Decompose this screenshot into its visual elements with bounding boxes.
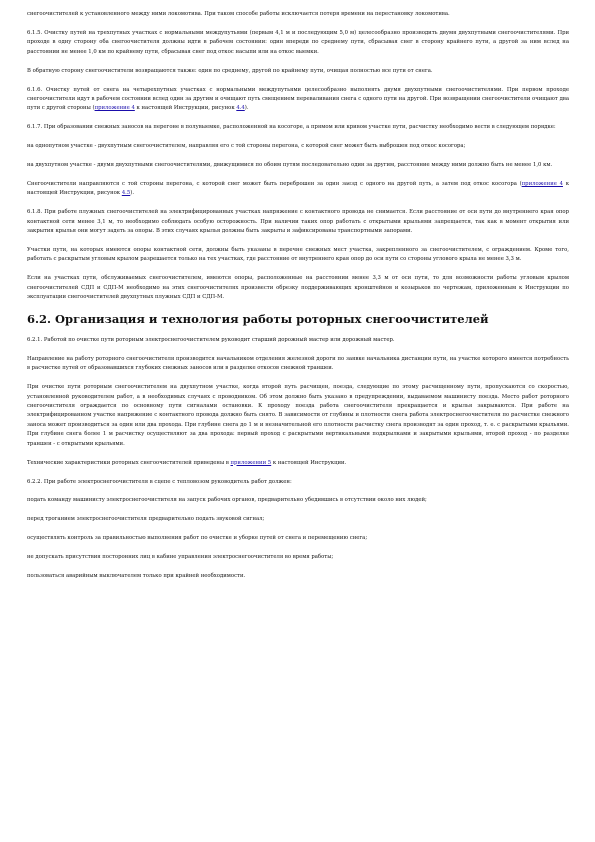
appendix-5-link[interactable]: приложении 5 xyxy=(230,459,272,466)
list-item: перед троганием электроснегоочистителя предварительно подать звуковой сигнал; xyxy=(27,516,265,523)
appendix-4-link[interactable]: приложение 4 xyxy=(521,180,563,187)
text: Технические характеристики роторных снегоочистителей приведены в xyxy=(27,459,231,466)
paragraph: на однопутном участке - двухпутным снегоочистителем, направляя его с той стороны перегона, с которой снег может быть выброшен под откос косогора; xyxy=(27,143,466,150)
paragraph: В обратную сторону снегоочистители возвращаются также: один по среднему, другой по крайнему пути, очищая полностью все пути от снега. xyxy=(27,67,433,74)
list-item: не допускать присутствия посторонних лиц в кабине управления электроснегоочистителя во время работы; xyxy=(27,554,334,561)
section-heading: 6.2. Организация и технология работы роторных снегоочистителей xyxy=(27,312,489,327)
text: ). xyxy=(244,105,249,112)
paragraph: Направление на работу роторного снегоочистителя производится начальником отделения железной дороги по заявке начальника дистанции пути, на участке которого имеется потребность в расчистке путей от образовавшихся глубоких снежных заносов или в разделке откосов снежной траншеи. xyxy=(27,355,569,372)
document-page xyxy=(27,10,569,591)
text: ). xyxy=(130,190,135,197)
text: к настоящей Инструкции. xyxy=(271,459,347,466)
paragraph xyxy=(27,459,569,468)
figure-4-5-link[interactable]: 4.5 xyxy=(121,190,131,197)
list-item: пользоваться аварийным выключателем только при крайней необходимости. xyxy=(27,573,246,580)
paragraph-6-2-1: 6.2.1. Работой по очистке пути роторным электроснегоочистителем руководит старший дорожный мастер или дорожный мастер. xyxy=(27,337,395,344)
paragraph-6-1-6 xyxy=(27,86,569,114)
paragraph: Если на участках пути, обслуживаемых снегоочистителем, имеются опоры, расположенные на расстоянии менее 3,3 м от оси пути, то для возможности работы угловым крылом снегоочистителей СДП и СДП-М необходимо на этих снегоочистителях произвести обрезку поддерживающих кронштейнов и козырьков по чертежам, приложенным к Инструкции по эксплуатации снегоочистителей двухпутных плужных СДП и СДП-М. xyxy=(27,275,569,301)
list-item: подать команду машинисту электроснегоочистителя на запуск рабочих органов, предварительно убедившись в отсутствии около них людей; xyxy=(27,497,427,504)
text: Снегоочистители направляются с той стороны перегона, с которой снег может быть переброшен за один заезд с одного на другой путь, а затем под откос косогора ( xyxy=(27,180,522,187)
paragraph-6-1-8: 6.1.8. При работе плужных снегоочистителей на электрифицированных участках напряжение с контактного провода не снимается. Если расстояние от оси пути до внутреннего края опор контактной сети менее 3,1 м, то необходимо соблюдать особую осторожность. При наличии таких опор работать с открытыми крыльями запрещается, так как в момент открытия или закрытия крылья они могут задеть за опоры. В этих случаях крылья должны быть закрыты и зафиксированы транспортными запорами. xyxy=(27,209,569,235)
paragraph: При очистке пути роторным снегоочистителем на двухпутном участке, когда второй путь расчищен, поезда, следующие по этому расчищенному пути, пропускаются со скоростью, установленной руководителем работ, а в необходимых случаях с проводником. Об этом должно быть указано в предупреждении, выдаваемом машинисту поезда. Место работ роторного снегоочистителя ограждается по основному пути сигналами остановки. К проходу поезда работа снегоочистителя прекращается и крылья закрываются. При работе на электрифицированном участке напряжение с контактного провода должно быть снято. В зависимости от глубины и плотности снега работа электроснегоочистителя по расчистке снежного заноса может производиться за один или два прохода. При глубине снега до 1 м и незначительной его плотности расчистку снега производят за один проход, т. е. с раскрытыми крыльями. При глубине снега более 1 м расчистку осуществляют за два прохода: первый проход с раскрытыми вертикальными подкрылками и закрытыми крыльями, второй проход - по разделке траншеи - с открытыми крыльями. xyxy=(27,384,569,447)
paragraph: Участки пути, на которых имеются опоры контактной сети, должны быть указаны в перечне снежных мест участка, закрепленного за снегоочистителем, с ограждением. Кроме того, работать с раскрытым угловым крылом разрешается только на тех участках, где расстояние от внутреннего края опор до оси пути со стороны углового крыла не менее 3,3 м. xyxy=(27,247,569,263)
text: к настоящей Инструкции, рисунок xyxy=(27,180,570,197)
figure-4-4-link[interactable]: 4.4 xyxy=(236,105,245,112)
list-item: осуществлять контроль за правильностью выполнения работ по очистке и уборке путей от снега и перемещению снега; xyxy=(27,535,368,542)
paragraph-6-1-7: 6.1.7. При образовании снежных заносов на перегоне в полувыемке, расположенной на косогоре, а прямом или кривом участке пути, расчистку необходимо вести в следующем порядке: xyxy=(27,124,556,131)
paragraph: снегоочистителей к установленного между ними локомотива. При таком способе работы исключается потеря времени на перестановку локомотива. xyxy=(27,11,450,17)
text: к настоящей Инструкции, рисунок xyxy=(134,105,237,112)
text: 6.1.6. Очистку путей от снега на четырехпутных участках с нормальными междупутьями целесообразно выполнять двумя двухпутными снегоочистителями. При первом проходе снегоочистители идут в рабочем состоянии вслед один за другим и очищают путь смещением переваливания снега с одного пути на другой. При возвращении снегоочистители очищают два пути с другой стороны ( xyxy=(27,86,569,112)
paragraph-6-2-2: 6.2.2. При работе электроснегоочистителя в сцепе с тепловозом руководитель работ должен: xyxy=(27,478,292,485)
paragraph-6-1-5: 6.1.5. Очистку путей на трехпутных участках с нормальными междупутьями (первым 4,1 м и последующим 5,0 м) целесообразно производить двумя двухпутными снегоочистителями. При проходе в одну сторону оба снегоочистителя должны идти в рабочем состоянии: один впереди по среднему пути, сбрасывая снег в сторону крайнего пути, а другой за ним вслед на расстоянии не менее 1,0 км по крайнему пути, сбрасывая снег под откос насыпи или на откос выемки. xyxy=(27,29,569,55)
paragraph xyxy=(27,180,569,199)
appendix-4-link[interactable]: приложение 4 xyxy=(94,105,135,112)
paragraph: на двухпутном участке - двумя двухпутными снегоочистителями, движущимися по обоим путям последовательно один за другим, расстояние между ними должно быть не менее 1,0 км. xyxy=(27,162,553,169)
